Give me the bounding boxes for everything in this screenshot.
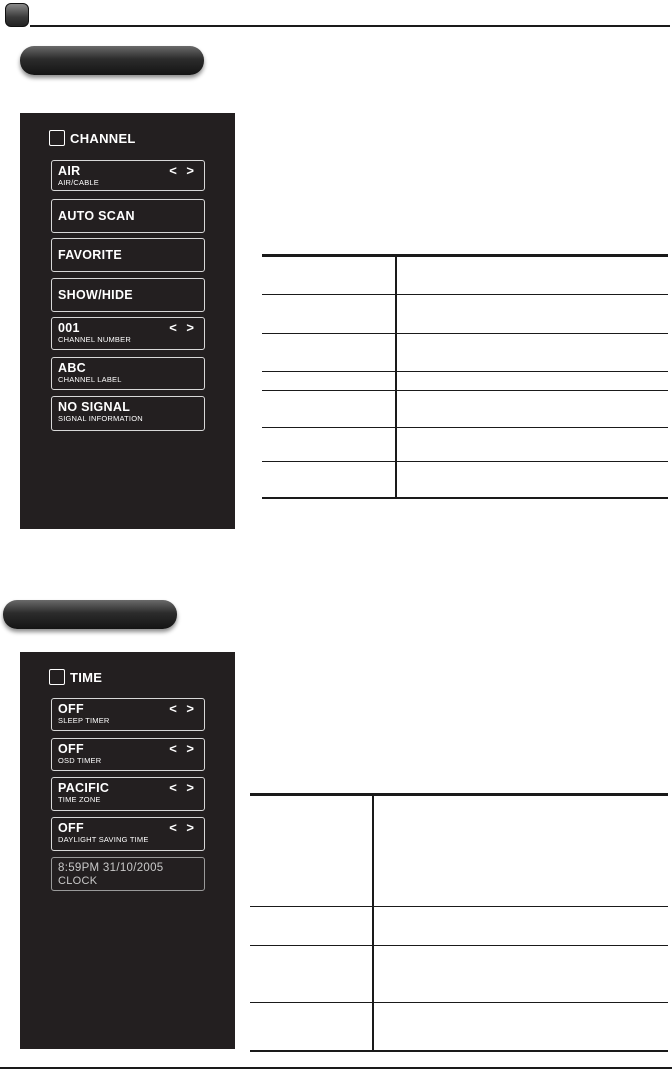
table-row [262,427,668,461]
table-row [262,333,668,371]
item-label: CHANNEL NUMBER [58,335,131,344]
menu-item-favorite[interactable] [51,238,205,272]
item-value: 8:59PM 31/10/2005 [58,862,164,874]
item-label: SLEEP TIMER [58,716,110,725]
menu-item-osd-timer[interactable] [51,738,205,771]
left-right-arrows-icon[interactable]: < > [169,163,197,178]
table-row [250,906,668,945]
menu-item-air-cable[interactable] [51,160,205,191]
menu-item-signal-information[interactable] [51,396,205,431]
header-rule [30,25,670,27]
item-value: AIR [58,164,81,178]
item-value: ABC [58,361,86,375]
item-value: 001 [58,321,80,335]
menu-item-time-zone[interactable] [51,777,205,811]
item-value: OFF [58,702,84,716]
table-row [262,390,668,427]
table-row [262,461,668,497]
item-label: TIME ZONE [58,795,101,804]
menu-item-daylight-saving-time[interactable] [51,817,205,851]
left-right-arrows-icon[interactable]: < > [169,741,197,756]
menu-item-channel-number[interactable] [51,317,205,350]
channel-menu-header [49,130,136,146]
item-value: OFF [58,742,84,756]
left-right-arrows-icon[interactable]: < > [169,820,197,835]
menu-item-channel-label[interactable] [51,357,205,390]
menu-item-clock [51,857,205,891]
item-value: PACIFIC [58,781,110,795]
table-row [250,795,668,906]
item-value: FAVORITE [58,248,122,262]
item-value: NO SIGNAL [58,400,131,414]
item-label: OSD TIMER [58,756,102,765]
left-right-arrows-icon[interactable]: < > [169,780,197,795]
section-heading-bar-channel [20,46,204,75]
time-options-table [250,793,668,1052]
item-label: CHANNEL LABEL [58,375,122,384]
section-heading-bar-time [3,600,177,629]
table-row [262,294,668,333]
table-row [250,1002,668,1050]
left-right-arrows-icon[interactable]: < > [169,320,197,335]
checkbox-icon [49,669,65,685]
checkbox-icon [49,130,65,146]
menu-item-sleep-timer[interactable] [51,698,205,731]
item-label: AIR/CABLE [58,178,99,187]
time-menu-header [49,669,102,685]
left-right-arrows-icon[interactable]: < > [169,701,197,716]
footer-rule [0,1067,672,1069]
menu-item-show-hide[interactable] [51,278,205,312]
item-label: CLOCK [58,875,98,887]
item-label: DAYLIGHT SAVING TIME [58,835,149,844]
table-row [262,256,668,294]
section-badge-icon [5,3,29,27]
item-value: OFF [58,821,84,835]
table-row [250,945,668,1002]
channel-osd-menu [20,113,235,529]
time-osd-menu [20,652,235,1049]
channel-menu-title: CHANNEL [70,130,136,146]
item-value: AUTO SCAN [58,209,135,223]
menu-item-auto-scan[interactable] [51,199,205,233]
table-row [262,371,668,390]
channel-options-table [262,254,668,499]
item-label: SIGNAL INFORMATION [58,414,143,423]
time-menu-title: TIME [70,669,103,685]
item-value: SHOW/HIDE [58,288,133,302]
